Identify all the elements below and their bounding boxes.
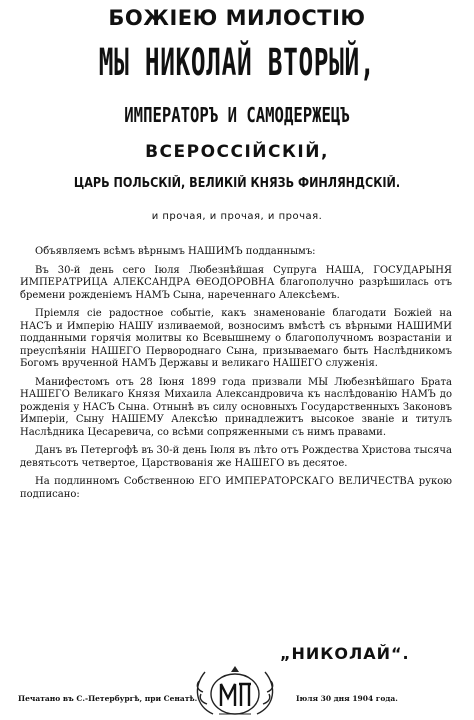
header-emperor-title: ИМПЕРАТОРЪ И САМОДЕРЖЕЦЪ (124, 103, 350, 127)
paragraph-given-at: Данъ въ Петергофѣ въ 30-й день Іюля въ лѣто отъ Рождества Христова тысяча девятьсотъ четвертое, Царствованія же НАШЕГО въ десятое. (20, 445, 452, 469)
paragraph-succession: Манифестомъ отъ 28 Іюня 1899 года призвали МЫ Любезнѣйшаго Брата НАШЕГО Великаго Князя Михаила Александровича къ наслѣдованію НАМЪ до рожденія у НАСЪ Сына. Отнынѣ въ силу основныхъ Государственныхъ Законовъ Имперіи, Сыну НАШЕМУ Алексѣю принадлежитъ высокое званіе и титулъ Наслѣдника Цесаревича, со всѣми сопряженными съ нимъ правами. (20, 376, 452, 438)
seal-emblem (183, 664, 287, 720)
header-etc: и прочая, и прочая, и прочая. (151, 211, 323, 222)
header-all-russian: ВСЕРОССІЙСКІЙ, (145, 142, 329, 162)
signature-nikolai: „НИКОЛАЙ“. (280, 644, 410, 663)
paragraph-announcement: Объявляемъ всѣмъ вѣрнымъ НАШИМЪ подданнымъ: (35, 246, 316, 257)
paragraph-signed: На подлинномъ Собственною ЕГО ИМПЕРАТОРСКАГО ВЕЛИЧЕСТВА рукою подписано: (20, 476, 452, 500)
manifesto-body (20, 246, 452, 507)
header-by-grace: БОЖІЕЮ МИЛОСТІЮ (108, 6, 366, 30)
header-emperor-name: МЫ НИКОЛАЙ ВТОРЫЙ, (98, 41, 376, 84)
paragraph-prayers: Пріемля сіе радостное событіе, какъ знаменованіе благодати Божіей на НАСЪ и Имперію НАШУ изливаемой, возносимъ вмѣстѣ съ вѣрными НАШИМИ подданными горячія молитвы ко Всевышнему о благополучномъ возрастаніи и преуспѣяніи НАШЕГО Первороднаго Сына, призываемаго быть Наслѣдникомъ Богомъ врученной НАМЪ Державы и великаго НАШЕГО служенія. (20, 308, 452, 369)
paragraph-birth: Въ 30-й день сего Іюля Любезнѣйшая Супруга НАША, ГОСУДАРЫНЯ ИМПЕРАТРИЦА АЛЕКСАНДРА ѲЕОДОРОВНА благополучно разрѣшилась отъ бремени рожденіемъ НАМЪ Сына, нареченнаго Алексѣемъ. (20, 264, 452, 301)
footer-printed-at: Печатано въ С.-Петербургѣ, при Сенатѣ. (18, 694, 198, 703)
footer-date: Іюля 30 дня 1904 года. (296, 694, 398, 703)
header-tsar-poland: ЦАРЬ ПОЛЬСКІЙ, ВЕЛИКІЙ КНЯЗЬ ФИНЛЯНДСКІЙ. (73, 176, 401, 191)
